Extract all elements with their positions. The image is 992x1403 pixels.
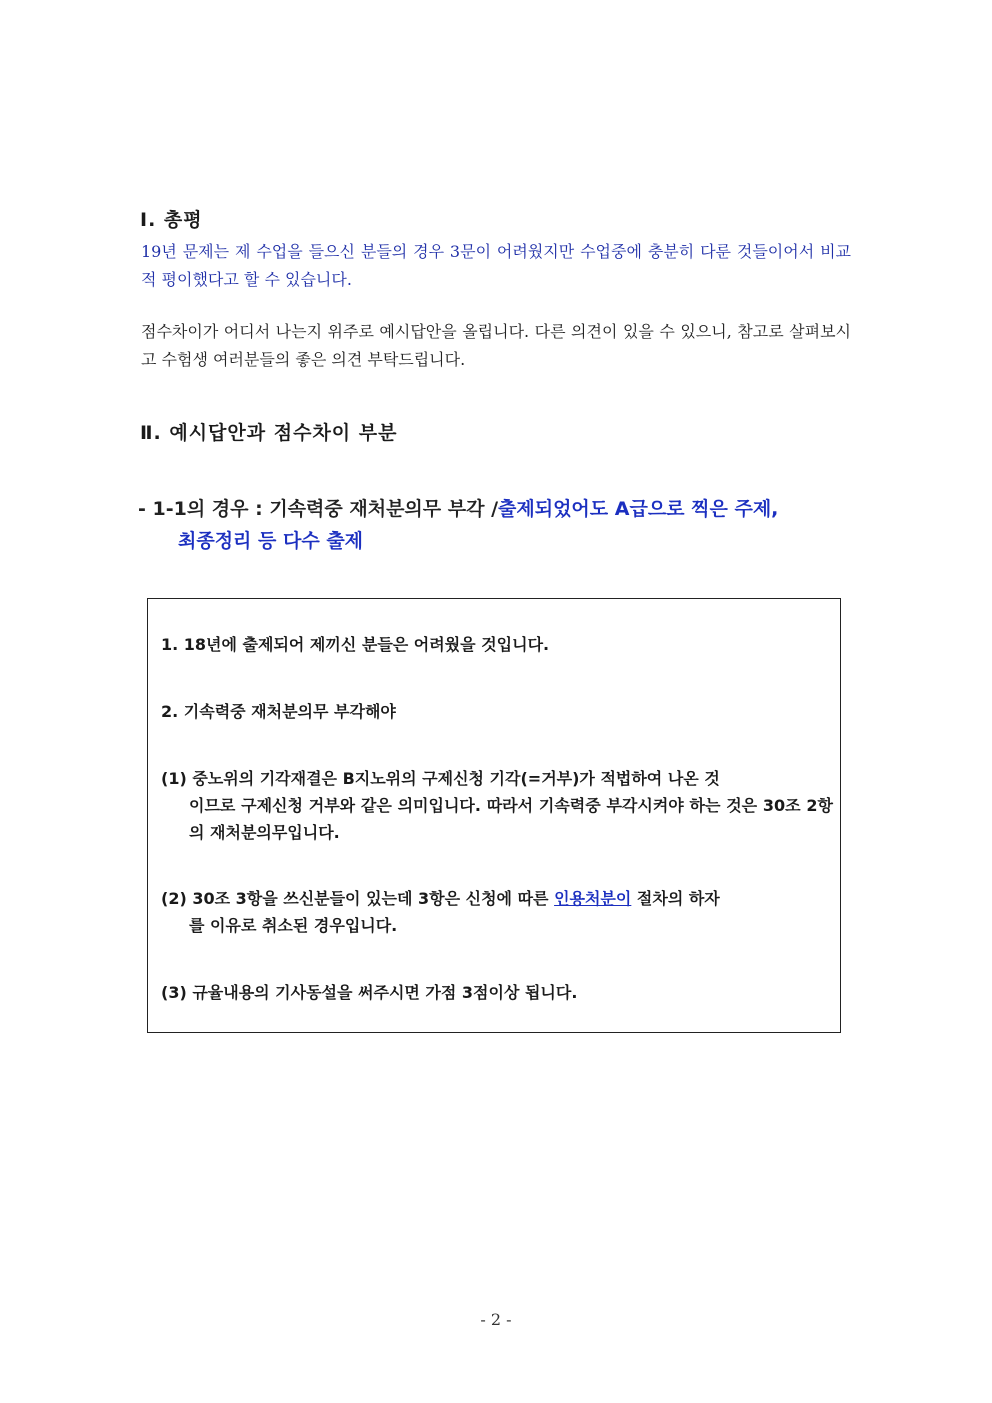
answer-item-4-line2: 를 이유로 취소된 경우입니다. [189, 916, 398, 935]
answer-item-1: 1. 18년에 출제되어 제끼신 분들은 어려웠을 것입니다. [161, 635, 550, 654]
question-heading-highlight-line2: 최종정리 등 다수 출제 [178, 530, 364, 552]
answer-item-4-text: (2) 30조 3항을 쓰신분들이 있는데 3항은 신청에 따른 [161, 889, 555, 908]
answer-item-4 [161, 885, 833, 939]
answer-item-3-line1: (1) 중노위의 기각재결은 B지노위의 구제신청 기각(=거부)가 적법하여 나온 것 [161, 769, 720, 788]
answer-item-2: 2. 기속력중 재처분의무 부각해야 [161, 702, 396, 721]
approval-disposition-link[interactable]: 인용처분이 [554, 889, 632, 908]
answer-item-3-line2: 이므로 구제신청 거부와 같은 의미입니다. 따라서 기속력중 부각시켜야 하는 것은 30조 2항의 재처분의무입니다. [189, 796, 833, 842]
page-number: - 2 - [480, 1310, 512, 1329]
section-1-title: Ⅰ. 총평 [140, 209, 203, 231]
sample-answer-box [147, 598, 841, 1033]
section-2-title: Ⅱ. 예시답안과 점수차이 부분 [140, 422, 398, 444]
summary-paragraph-2: 점수차이가 어디서 나는지 위주로 예시답안을 올립니다. 다른 의견이 있을 수 있으니, 참고로 살펴보시고 수험생 여러분들의 좋은 의견 부탁드립니다. [141, 322, 851, 369]
summary-paragraph-1: 19년 문제는 제 수업을 들으신 분들의 경우 3문이 어려웠지만 수업중에 충분히 다룬 것들이어서 비교적 평이했다고 할 수 있습니다. [141, 242, 851, 289]
answer-item-5: (3) 규율내용의 기사동설을 써주시면 가점 3점이상 됩니다. [161, 983, 578, 1002]
question-heading-highlight: 출제되었어도 A급으로 찍은 주제, [498, 498, 779, 520]
answer-item-4-text-end: 절차의 하자 [631, 889, 720, 908]
question-1-1-heading [138, 493, 858, 557]
answer-item-3 [161, 765, 833, 846]
question-heading-prefix: - 1-1의 경우 : 기속력중 재처분의무 부각 / [138, 498, 499, 520]
